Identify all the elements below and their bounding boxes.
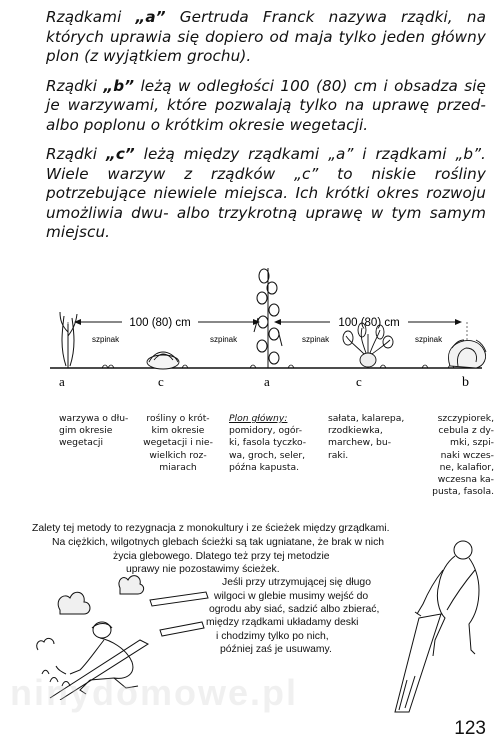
caption-line: Jeśli przy utrzymującej się długo	[222, 577, 371, 588]
column-main-crop-text	[229, 413, 323, 474]
column-line: pomidory, ogór-	[229, 425, 303, 437]
spinach-label: szpinak	[210, 335, 238, 344]
para-text: leżą między rządkami „a” i rządkami „b”. Wiele warzyw z rządków „c” to niskie rośliny potrzebujące niewiele miejsca. Ich krótki okres rozwoju umożliwia dwu- albo trzykrotną uprawę w tym samym miejscu.	[46, 145, 486, 241]
column-line: miarach	[159, 461, 197, 473]
paragraph-b	[46, 77, 486, 136]
column-line: raki.	[328, 449, 349, 461]
paragraph-a	[46, 8, 486, 67]
column-line: szczypiorek,	[437, 413, 494, 424]
column-line: sałata, kalarepa,	[328, 413, 405, 424]
column-line: wczesna ka-	[437, 474, 494, 486]
row-label-b: „b”	[103, 76, 135, 95]
spinach-label: szpinak	[415, 335, 443, 344]
column-b-text	[414, 413, 494, 498]
column-line: wegetacji i nie-	[143, 437, 213, 449]
column-line: gim okresie	[59, 425, 113, 437]
row-label-c: „c”	[105, 145, 135, 163]
caption-line: między rządkami układamy deski	[206, 617, 359, 628]
intro-text	[46, 8, 486, 253]
row-letter: b	[462, 375, 469, 390]
column-line: wa, groch, seler,	[229, 449, 306, 461]
lettuce-plant-icon	[147, 352, 179, 369]
para-text: Gertruda Franck nazywa rządki, na których uprawia się dopiero od maja tylko jeden główny plon (z wyjątkiem grochu).	[46, 8, 486, 65]
column-c-text	[139, 413, 217, 474]
caption-line: uprawy nie pozostawimy ścieżek.	[126, 564, 280, 575]
column-line: wielkich roz-	[149, 449, 207, 461]
column-c2-text	[328, 413, 412, 462]
row-letter: a	[59, 374, 65, 389]
row-spacing-diagram	[50, 262, 490, 392]
column-a-text	[59, 413, 133, 450]
caption-line: później zaś je usuwamy.	[220, 644, 332, 655]
caption-line: życia glebowego. Dlatego też przy tej metodzie	[113, 551, 330, 562]
column-line: cebula z dy-	[438, 425, 494, 437]
leek-plant-icon	[60, 312, 77, 368]
column-line: marchew, bu-	[328, 437, 392, 449]
column-line: rzodkiewka,	[328, 425, 383, 437]
page-number: 123	[454, 718, 486, 739]
caption-line: i chodzimy tylko po nich,	[216, 631, 329, 642]
column-line: kim okresie	[151, 425, 205, 437]
para-text: Rządki	[46, 145, 106, 163]
gardener-standing-illustration	[375, 540, 495, 715]
watermark: ninydomowe.pl	[10, 672, 299, 713]
bean-pole-plant-icon	[254, 268, 282, 368]
spinach-label: szpinak	[92, 335, 120, 344]
column-line: późna kapusta.	[229, 461, 300, 473]
caption-line: wilgoci w glebie musimy wejść do	[214, 591, 369, 602]
column-line: warzywa o dłu-	[59, 413, 129, 424]
para-text: Rządkami	[46, 8, 136, 26]
para-text: Rządki	[46, 76, 104, 95]
column-line: pusta, fasola.	[432, 486, 494, 498]
main-crop-heading: Plon główny:	[229, 413, 288, 424]
caption-line: ogrodu aby siać, sadzić albo zbierać,	[209, 604, 380, 615]
row-letter: c	[356, 374, 362, 389]
paragraph-c	[46, 145, 486, 243]
caption-line: Na ciężkich, wilgotnych glebach ścieżki są tak ugniatane, że brak w nich	[52, 537, 385, 548]
beetroot-plant-icon	[343, 323, 393, 367]
para-text: leżą w odległości 100 (80) cm i obsadza się je warzywami, które pozwalają tylko na uprawę przed- albo poplonu o krótkim okresie wegetacji.	[46, 76, 487, 134]
column-line: mki, szpi-	[450, 437, 494, 449]
column-line: wegetacji	[59, 437, 104, 449]
cabbage-plant-icon	[448, 340, 486, 368]
row-label-a: „a”	[135, 8, 166, 26]
row-letter: a	[264, 374, 270, 389]
column-line: naki wczes-	[440, 449, 494, 461]
spinach-label: szpinak	[302, 335, 330, 344]
caption-line: Zalety tej metody to rezygnacja z monokultury i ze ścieżek między grządkami.	[32, 523, 390, 534]
column-line: ne, kalafior,	[439, 461, 494, 473]
distance-label-2: 100 (80) cm	[338, 317, 400, 329]
row-letter: c	[158, 374, 164, 389]
column-line: ki, fasola tyczko-	[229, 437, 307, 449]
column-line: rośliny o krót-	[146, 413, 210, 424]
distance-label-1: 100 (80) cm	[129, 317, 191, 329]
